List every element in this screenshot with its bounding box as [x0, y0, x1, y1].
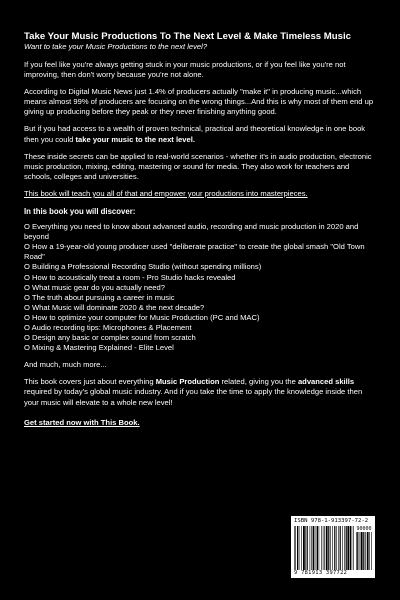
book-subtitle: Want to take your Music Productions to the next level? — [24, 42, 208, 51]
list-item: O Everything you need to know about advanced audio, recording and music production in 2020 and beyond — [24, 222, 359, 242]
closing-text-1: This book covers just about everything — [24, 377, 156, 387]
list-item: O How to optimize your computer for Music Production (PC and MAC) — [24, 312, 260, 322]
discover-heading: In this book you will discover: — [24, 207, 136, 217]
intro-paragraph: If you feel like you're always getting stuck in your music productions, or if you feel like you're not improving, then don't worry because you're not alone. — [24, 60, 346, 80]
knowledge-text: But if you had access to a wealth of proven technical, practical and theoretical knowledge in one book then you could — [24, 124, 366, 144]
list-item: O How to acoustically treat a room - Pro Studio hacks revealed — [24, 272, 236, 282]
list-item: O Building a Professional Recording Studio (without spending millions) — [24, 262, 262, 272]
closing-paragraph — [24, 377, 376, 407]
knowledge-paragraph — [24, 124, 376, 144]
secrets-paragraph: These inside secrets can be applied to real-world scenarios - whether it's in audio production, electronic music production, mixing, editing, mastering or sound for media. They also work for teachers and schools, colleges and universities. — [24, 151, 372, 181]
list-item: O Audio recording tips: Microphones & Placement — [24, 322, 192, 332]
cta-text: Get started now with This Book. — [24, 417, 140, 427]
closing-bold-2: advanced skills — [297, 377, 355, 387]
list-item: O What music gear do you actually need? — [24, 282, 165, 292]
price-addon-number: 90000 — [356, 526, 372, 532]
closing-bold-1: Music Production — [155, 377, 220, 387]
ean-number: 9 781913 397722 — [294, 570, 348, 576]
closing-text-3: required by today's global music industry. And if you take the time to apply the knowledge inside then your music will elevate to a whole new level! — [24, 387, 363, 407]
addon-barcode-bars — [356, 532, 372, 570]
book-title: Take Your Music Productions To The Next Level & Make Timeless Music — [24, 31, 351, 42]
barcode-bars — [294, 526, 354, 570]
list-item: O Design any basic or complex sound from scratch — [24, 333, 196, 343]
discover-list — [24, 222, 376, 353]
isbn-barcode — [291, 516, 375, 578]
list-item: O The truth about pursuing a career in music — [24, 292, 175, 302]
empower-paragraph: This book will teach you all of that and empower your productions into masterpieces. — [24, 188, 308, 198]
closing-text-2: related, giving you the — [219, 377, 298, 387]
list-item: O Mixing & Mastering Explained - Elite Level — [24, 343, 174, 353]
list-item: O How a 19-year-old young producer used "deliberate practice" to create the global smash "Old Town Road" — [24, 242, 365, 262]
more-text: And much, much more... — [24, 360, 107, 370]
isbn-number: ISBN 978-1-913397-72-2 — [294, 518, 369, 524]
statistics-paragraph: According to Digital Music News just 1.4% of producers actually "make it" in producing music...which means almost 99% of producers are focusing on the wrong things...And this is why most of them end up giving up producing before they peak or they never finishing anything good. — [24, 87, 374, 117]
knowledge-emphasis: take your music to the next level. — [75, 134, 195, 144]
list-item: O What Music will dominate 2020 & the next decade? — [24, 302, 205, 312]
